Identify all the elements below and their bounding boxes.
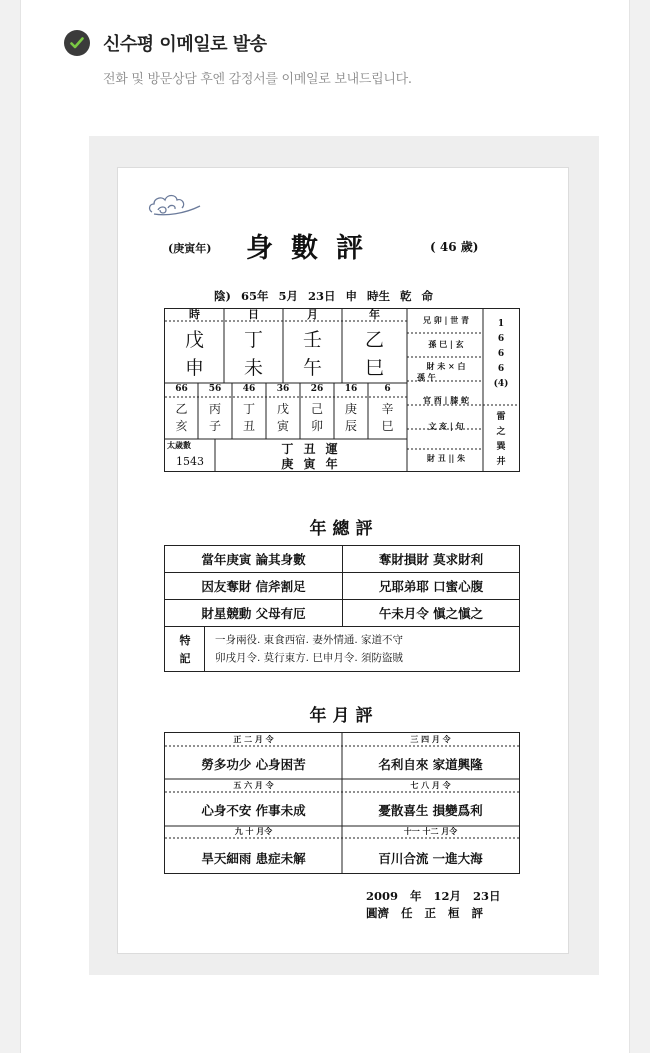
table-row	[165, 600, 520, 627]
table-cell: 財星競動 父母有厄	[165, 600, 343, 627]
section-description: 전화 및 방문상담 후엔 감정서를 이메일로 보내드립니다.	[103, 72, 412, 87]
special-text: 卯戌月令. 莫行東方. 巳申月令. 須防盜賊	[215, 652, 404, 664]
month-header: 三 四 月 令	[410, 734, 451, 744]
special-text: 一身兩役. 東食西宿. 妻外情通. 家道不守	[215, 634, 404, 646]
dawoon-branch: 巳	[381, 419, 394, 433]
month-text: 心身不安 作事未成	[201, 803, 306, 818]
sample-document-image	[89, 136, 599, 975]
saju-chart	[164, 308, 520, 472]
pillar-stem: 丁	[243, 329, 263, 351]
hexagram-row: 財 未 × 白	[426, 361, 466, 371]
table-row	[165, 546, 520, 573]
month-review-table	[164, 732, 520, 874]
sign-date: 2009 年 12月 23日	[366, 889, 501, 903]
dawoon-stem: 丙	[208, 402, 221, 416]
birth-year: (庚寅年)	[168, 242, 212, 255]
dawoon-branch: 辰	[344, 419, 357, 433]
luck-line: 丁 丑 運	[281, 442, 341, 456]
check-icon	[64, 30, 90, 56]
table-cell: 因友奪財 信斧割足	[165, 573, 343, 600]
year-summary-title: 年總評	[309, 519, 379, 539]
month-review-title: 年月評	[309, 706, 379, 726]
special-label: 特	[179, 634, 191, 647]
hexagram-row: 孫 巳 | 玄	[428, 339, 464, 349]
report-paper	[117, 167, 569, 954]
section-title: 신수평 이메일로 발송	[103, 34, 267, 55]
dawoon-branch: 丑	[242, 419, 255, 433]
lunar-birth-line: 陰) 65年 5月 23日 申 時生 乾 命	[214, 289, 433, 303]
pillar-branch: 申	[184, 357, 204, 379]
special-label: 記	[179, 652, 191, 665]
dawoon-stem: 戊	[276, 402, 289, 416]
month-text: 勞多功少 心身困苦	[201, 757, 306, 772]
pillar-label: 月	[307, 308, 318, 321]
hexagram-name: 之	[496, 427, 506, 437]
dawoon-age: 36	[276, 384, 290, 394]
pillar-stem: 壬	[302, 329, 322, 351]
table-cell: 兄耶弟耶 口蜜心腹	[343, 573, 520, 600]
dawoon-branch: 子	[208, 419, 221, 433]
pillar-branch: 巳	[364, 357, 384, 379]
dawoon-stem: 己	[310, 402, 323, 416]
hexagram-number: 1	[497, 319, 505, 329]
dawoon-age: 66	[175, 384, 188, 394]
pillar-label: 日	[248, 308, 259, 321]
month-header: 九 十 月令	[234, 826, 273, 836]
hexagram-row: 文 亥 | 句	[428, 421, 464, 431]
report-title: 身數評	[246, 233, 381, 264]
dawoon-stem: 乙	[175, 402, 188, 416]
age: ( 46 歲)	[430, 240, 479, 254]
hexagram-row: 兄 卯 | 世 青	[422, 315, 470, 325]
pillar-stem: 戊	[184, 329, 204, 351]
pillar-branch: 午	[302, 357, 322, 379]
dawoon-stem: 辛	[381, 402, 394, 416]
dawoon-stem: 丁	[242, 402, 255, 416]
hexagram-name: 巽	[496, 442, 506, 452]
dawoon-branch: 卯	[310, 419, 323, 433]
month-text: 名利自來 家道興隆	[378, 757, 483, 772]
year-summary-table	[164, 545, 520, 627]
special-note	[164, 626, 520, 672]
dawoon-stem: 庚	[344, 402, 357, 416]
report-header	[118, 226, 570, 266]
month-text: 百川合流 一進大海	[378, 851, 483, 866]
month-header: 正 二 月 令	[233, 734, 274, 744]
hexagram-number: (4)	[493, 379, 509, 389]
hexagram-number: 6	[497, 334, 505, 344]
cloud-icon	[146, 188, 204, 222]
month-text: 憂散喜生 損變爲利	[378, 803, 483, 818]
luck-line: 庚 寅 年	[281, 457, 341, 471]
hexagram-number: 6	[497, 349, 505, 359]
hexagram-name: 井	[496, 457, 506, 467]
dawoon-age: 46	[242, 384, 256, 394]
table-cell: 當年庚寅 論其身數	[165, 546, 343, 573]
pillar-label: 年	[369, 308, 380, 321]
dawoon-branch: 亥	[175, 419, 188, 433]
pillar-branch: 未	[243, 357, 263, 379]
hexagram-row: 孫 午	[417, 372, 436, 382]
table-cell: 奪財損財 莫求財利	[343, 546, 520, 573]
dawoon-branch: 寅	[276, 419, 289, 433]
table-row	[165, 573, 520, 600]
sign-name: 圓濟 任 正 桓 評	[366, 906, 484, 920]
taesae-value: 1543	[176, 455, 204, 468]
month-header: 十一 十二 月令	[403, 826, 458, 836]
taesae-label: 太歲數	[167, 440, 191, 450]
month-header: 七 八 月 令	[410, 780, 451, 790]
month-text: 旱天細雨 患症未解	[201, 851, 306, 866]
dawoon-age: 56	[208, 384, 222, 394]
dawoon-age: 16	[344, 384, 358, 394]
hexagram-number: 6	[497, 364, 505, 374]
hexagram-row: 財 丑 || 朱	[426, 453, 466, 463]
dawoon-age: 26	[310, 384, 324, 394]
month-header: 五 六 月 令	[233, 780, 274, 790]
hexagram-row: 官 酉 | 膝 蛇	[422, 395, 470, 405]
pillar-label: 時	[189, 308, 200, 321]
content-card	[20, 0, 630, 1053]
dawoon-age: 6	[384, 384, 391, 394]
hexagram-name: 雷	[496, 412, 506, 422]
table-cell: 午未月令 愼之愼之	[343, 600, 520, 627]
pillar-stem: 乙	[364, 329, 384, 351]
